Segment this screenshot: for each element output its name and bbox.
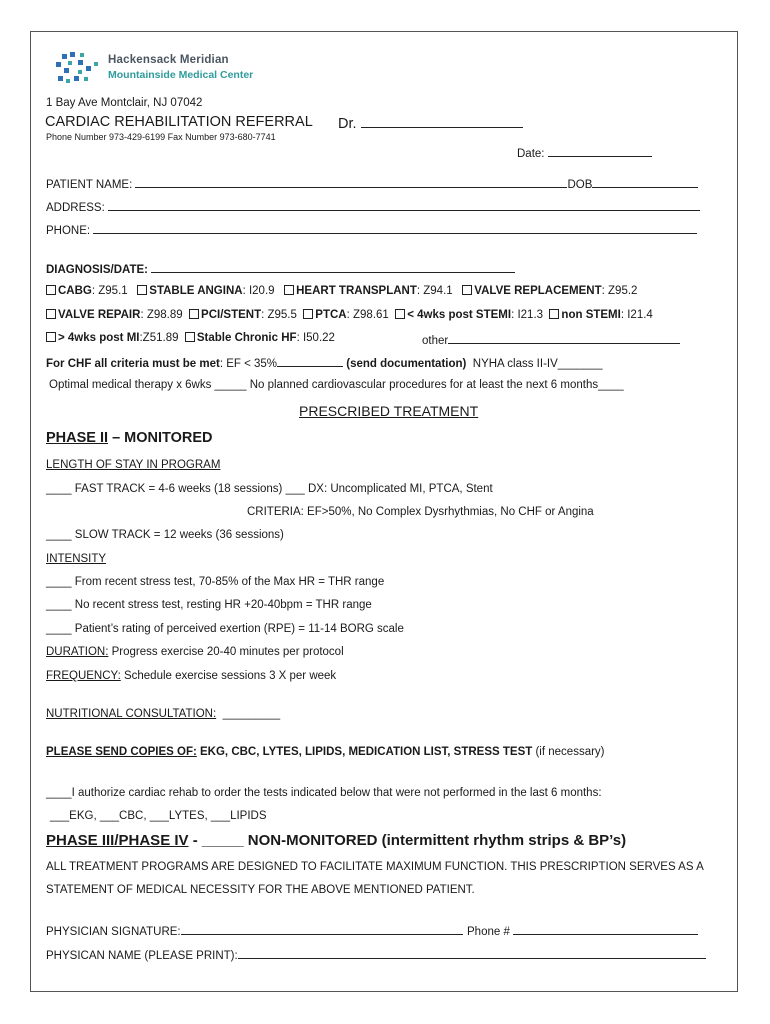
chf-ef-line[interactable] xyxy=(277,355,343,367)
physician-phone-label: Phone # xyxy=(467,926,510,938)
dob-label: DOB xyxy=(567,179,593,191)
checkbox-icon xyxy=(137,285,147,295)
address-field[interactable] xyxy=(46,199,700,214)
org-address: 1 Bay Ave Montclair, NJ 07042 xyxy=(46,97,203,109)
chf-send: (send documentation) xyxy=(346,358,467,370)
intensity-option-2[interactable]: ____ No recent stress test, resting HR +20-40bpm = THR range xyxy=(46,599,372,611)
patient-name-label: PATIENT NAME: xyxy=(46,179,133,191)
checkbox-icon xyxy=(395,309,405,319)
chf-nyha: NYHA class II-IV_______ xyxy=(472,358,603,370)
frequency: FREQUENCY: Schedule exercise sessions 3 X per week xyxy=(46,670,337,682)
criteria: CRITERIA: EF>50%, No Complex Dysrhythmias, No CHF or Angina xyxy=(247,506,594,518)
dx-cabg[interactable]: CABG: Z95.1 xyxy=(46,285,128,297)
chf-ef: : EF < 35% xyxy=(219,358,278,370)
length-of-stay-label: LENGTH OF STAY IN PROGRAM xyxy=(46,459,221,471)
date-label: Date: xyxy=(517,148,545,160)
logo xyxy=(52,50,272,88)
chf-criteria-label: For CHF all criteria must be met xyxy=(46,358,220,370)
test-options[interactable]: ___EKG, ___CBC, ___LYTES, ___LIPIDS xyxy=(50,810,267,822)
signature-label: PHYSICIAN SIGNATURE: xyxy=(46,926,181,938)
physician-phone-field[interactable] xyxy=(467,923,698,938)
authorize-tests[interactable]: ____I authorize cardiac rehab to order the tests indicated below that were not performed in the last 6 months: xyxy=(46,787,602,799)
phone-line xyxy=(93,222,697,234)
phone-field[interactable] xyxy=(46,222,697,237)
dx-stable-chronic-hf[interactable]: Stable Chronic HF: I50.22 xyxy=(185,332,335,344)
phase-2-heading: PHASE II – MONITORED xyxy=(46,430,213,446)
dx-under-4wks-stemi[interactable]: < 4wks post STEMI: I21.3 xyxy=(395,309,543,321)
duration: DURATION: Progress exercise 20-40 minutes per protocol xyxy=(46,646,344,658)
address-label: ADDRESS: xyxy=(46,202,105,214)
dr-line xyxy=(361,114,523,128)
diagnosis-row-1 xyxy=(46,285,637,297)
diagnosis-line xyxy=(151,261,515,273)
date-field[interactable] xyxy=(517,145,652,160)
form-title: CARDIAC REHABILITATION REFERRAL xyxy=(45,114,313,130)
checkbox-icon xyxy=(46,332,56,342)
dx-over-4wks-mi[interactable]: > 4wks post MI:Z51.89 xyxy=(46,332,178,344)
date-line xyxy=(548,145,652,157)
prescribed-treatment-title: PRESCRIBED TREATMENT xyxy=(299,403,479,419)
physician-name-line xyxy=(238,947,706,959)
center-name: Mountainside Medical Center xyxy=(108,69,254,81)
dx-valve-repair[interactable]: VALVE REPAIR: Z98.89 xyxy=(46,309,183,321)
physician-name-field[interactable] xyxy=(46,947,706,962)
checkbox-icon xyxy=(46,285,56,295)
dr-field[interactable] xyxy=(338,114,523,132)
patient-name-field[interactable] xyxy=(46,176,698,191)
fast-track[interactable]: ____ FAST TRACK = 4-6 weeks (18 sessions) ___ DX: Uncomplicated MI, PTCA, Stent xyxy=(46,483,493,495)
physician-phone-line xyxy=(513,923,698,935)
slow-track[interactable]: ____ SLOW TRACK = 12 weeks (36 sessions) xyxy=(46,529,284,541)
patient-name-line xyxy=(135,176,567,188)
nutrition-blank: _________ xyxy=(222,708,281,720)
checkbox-icon xyxy=(284,285,294,295)
checkbox-icon xyxy=(549,309,559,319)
logo-mark-icon xyxy=(52,50,104,86)
dob-line xyxy=(592,176,698,188)
intensity-label: INTENSITY xyxy=(46,553,107,565)
diagnosis-label: DIAGNOSIS/DATE: xyxy=(46,264,149,276)
programs-statement-2: STATEMENT OF MEDICAL NECESSITY FOR THE ABOVE MENTIONED PATIENT. xyxy=(46,884,475,896)
dr-label: Dr. xyxy=(338,116,357,132)
org-name: Hackensack Meridian xyxy=(108,54,229,66)
other-line xyxy=(448,332,680,344)
dx-heart-transplant[interactable]: HEART TRANSPLANT: Z94.1 xyxy=(284,285,453,297)
dx-ptca[interactable]: PTCA: Z98.61 xyxy=(303,309,389,321)
programs-statement-1: ALL TREATMENT PROGRAMS ARE DESIGNED TO FACILITATE MAXIMUM FUNCTION. THIS PRESCRIPTION SERVES AS A xyxy=(46,861,704,873)
phone-label: PHONE: xyxy=(46,225,91,237)
physician-name-label: PHYSICAN NAME (PLEASE PRINT): xyxy=(46,950,238,962)
dx-pci-stent[interactable]: PCI/STENT: Z95.5 xyxy=(189,309,297,321)
checkbox-icon xyxy=(303,309,313,319)
checkbox-icon xyxy=(189,309,199,319)
diagnosis-row-3 xyxy=(46,332,335,344)
phase-3-4-heading: PHASE III/PHASE IV - _____ NON-MONITORED (intermittent rhythm strips & BP’s) xyxy=(46,832,627,849)
intensity-option-3[interactable]: ____ Patient’s rating of perceived exertion (RPE) = 11-14 BORG scale xyxy=(46,623,404,635)
address-line xyxy=(108,199,700,211)
dx-stable-angina[interactable]: STABLE ANGINA: I20.9 xyxy=(137,285,274,297)
dx-valve-replacement[interactable]: VALVE REPLACEMENT: Z95.2 xyxy=(462,285,637,297)
checkbox-icon xyxy=(46,309,56,319)
phone-fax: Phone Number 973-429-6199 Fax Number 973-680-7741 xyxy=(46,132,276,142)
diagnosis-field[interactable] xyxy=(46,261,515,276)
chf-criteria xyxy=(46,355,603,370)
optimal-therapy: Optimal medical therapy x 6wks _____ No planned cardiovascular procedures for at least the next 6 months____ xyxy=(49,379,624,391)
dx-non-stemi[interactable]: non STEMI: I21.4 xyxy=(549,309,652,321)
other-label: other xyxy=(422,335,449,347)
other-field[interactable] xyxy=(422,332,680,347)
checkbox-icon xyxy=(462,285,472,295)
nutrition-label: NUTRITIONAL CONSULTATION: xyxy=(46,708,217,720)
diagnosis-row-2 xyxy=(46,309,653,321)
send-copies: PLEASE SEND COPIES OF: EKG, CBC, LYTES, LIPIDS, MEDICATION LIST, STRESS TEST (if necessary) xyxy=(46,746,605,758)
intensity-option-1[interactable]: ____ From recent stress test, 70-85% of the Max HR = THR range xyxy=(46,576,385,588)
physician-signature-field[interactable] xyxy=(46,923,463,938)
nutrition-field[interactable] xyxy=(46,708,280,720)
signature-line xyxy=(181,923,463,935)
checkbox-icon xyxy=(185,332,195,342)
